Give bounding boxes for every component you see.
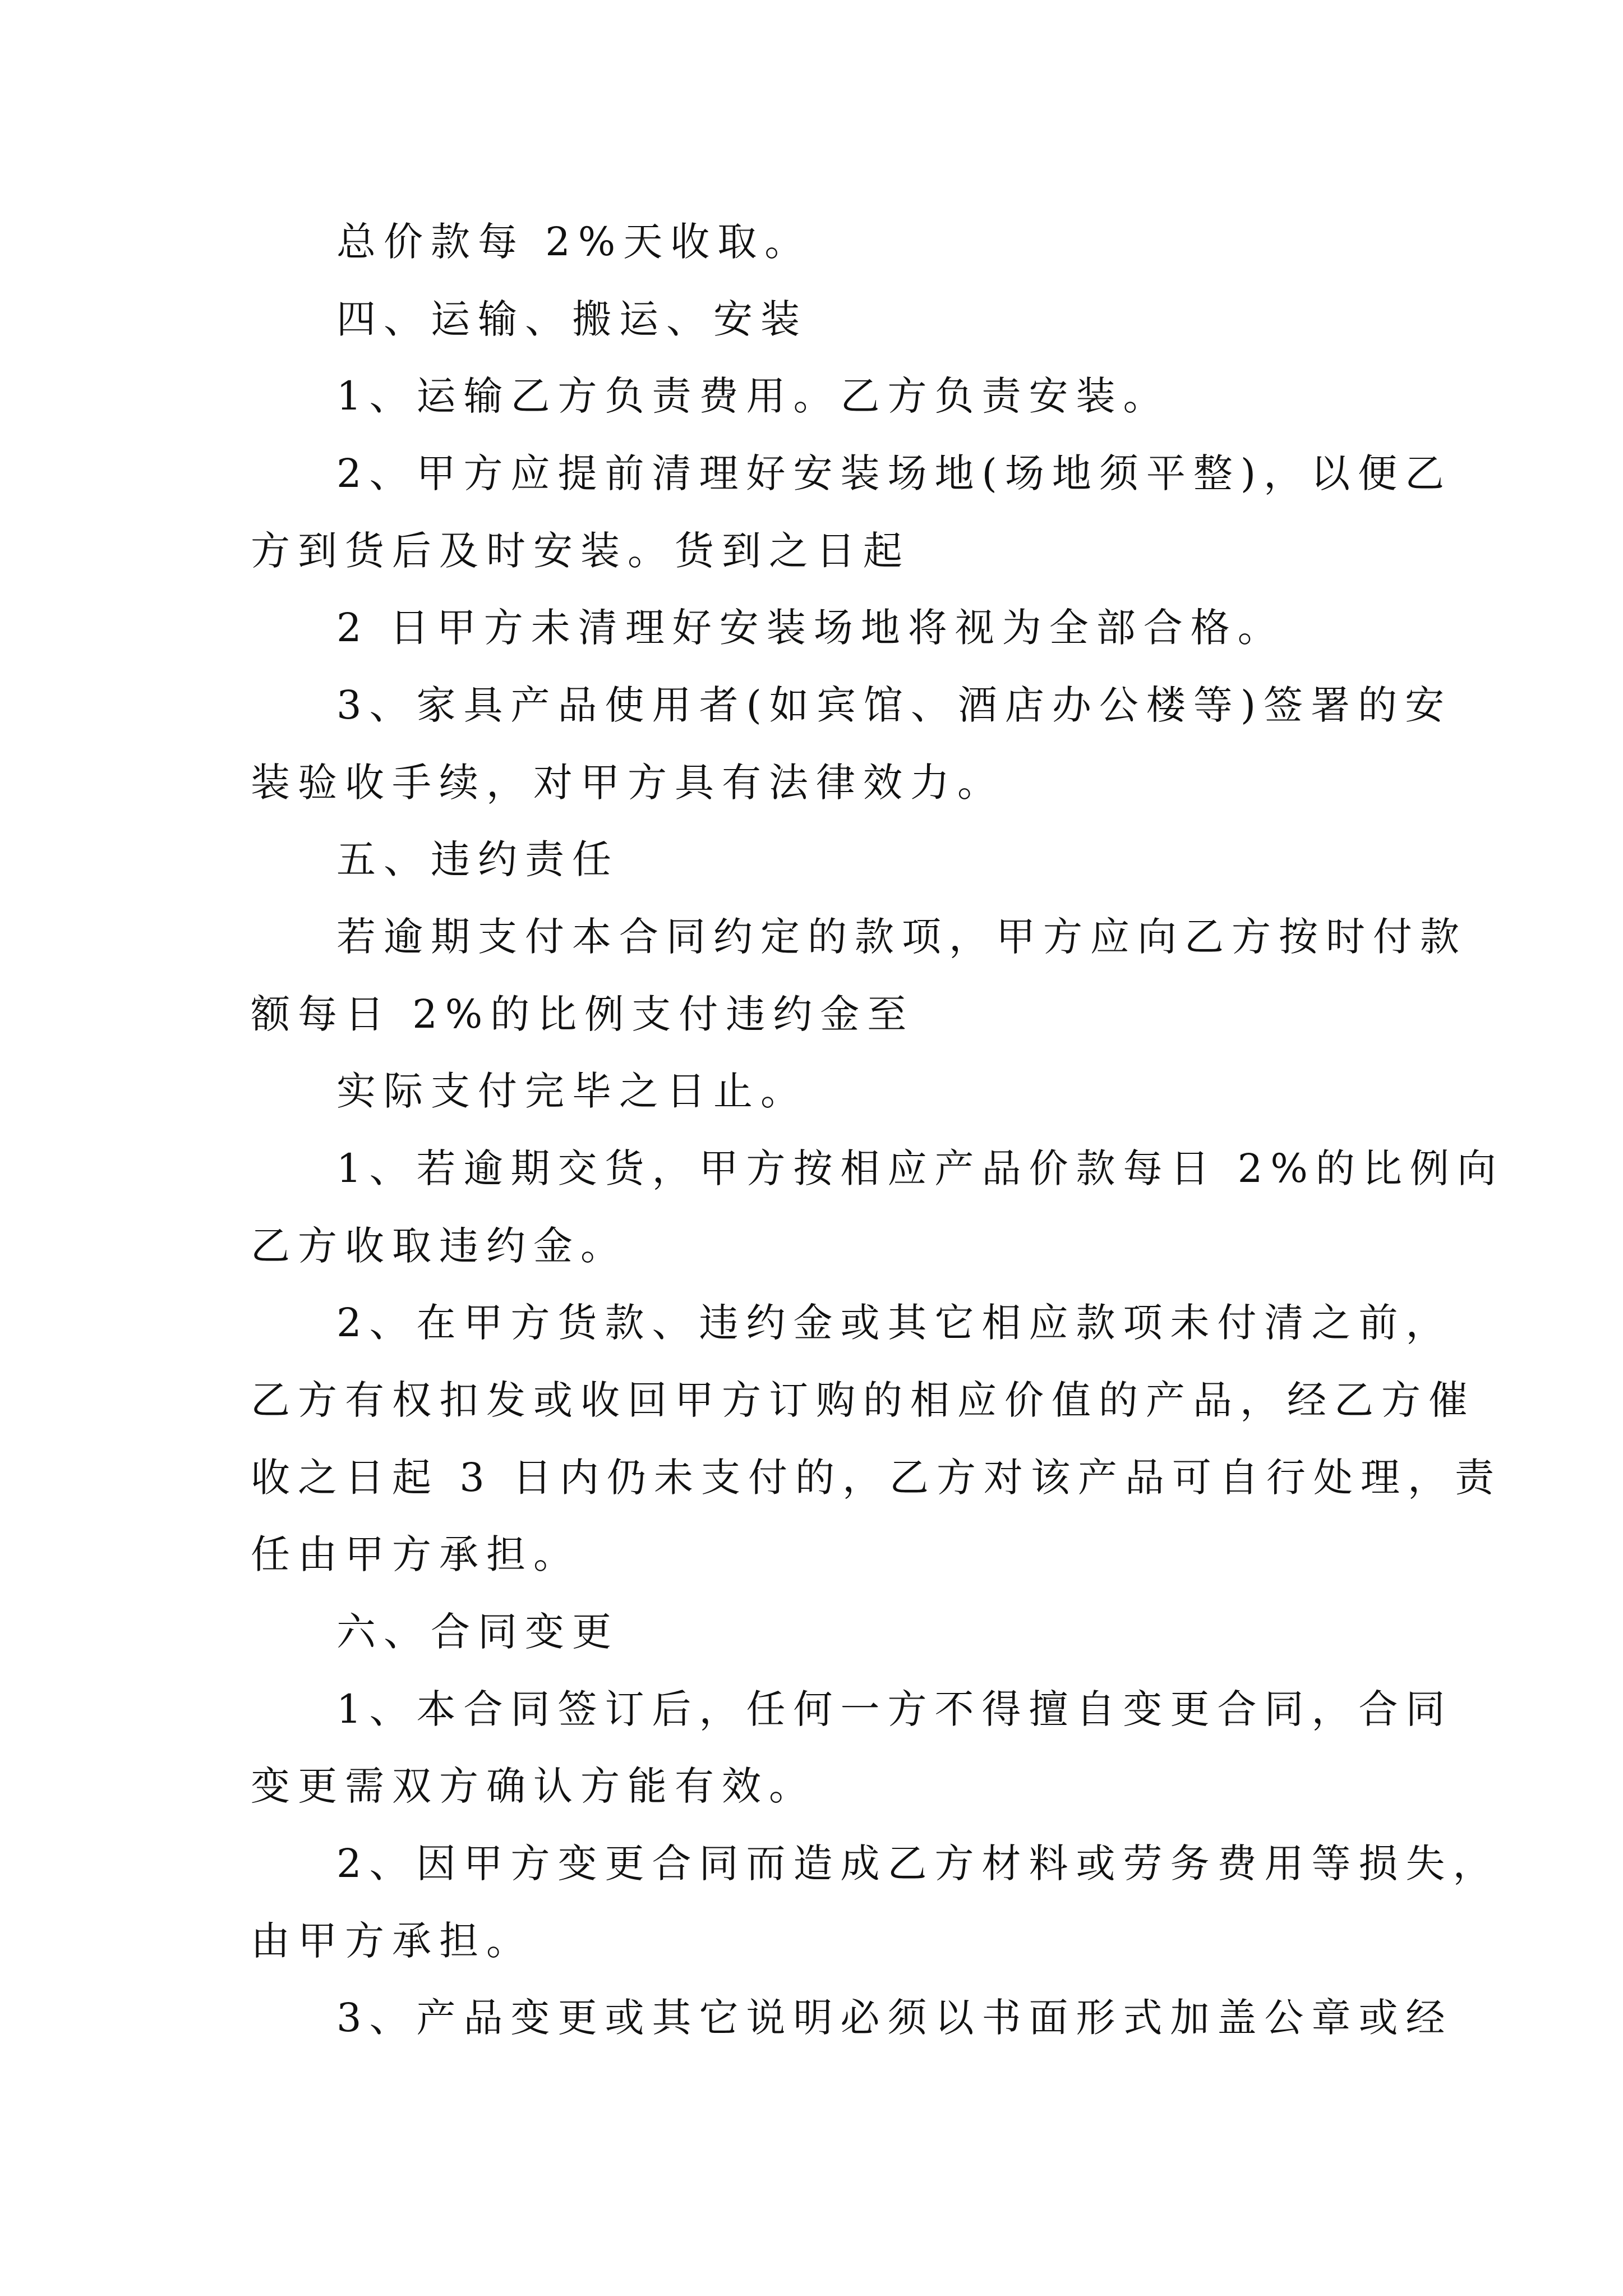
body-text-line: 3、产品变更或其它说明必须以书面形式加盖公章或经 [336, 1995, 1453, 2041]
body-text-line: 2、甲方应提前清理好安装场地(场地须平整)，以便乙 [336, 450, 1453, 496]
body-text-line: 乙方收取违约金。 [251, 1223, 628, 1269]
body-text-line: 实际支付完毕之日止。 [336, 1068, 808, 1114]
body-text-line: 2、在甲方货款、违约金或其它相应款项未付清之前， [336, 1300, 1453, 1346]
body-text-line: 任由甲方承担。 [251, 1531, 580, 1577]
section-heading: 六、合同变更 [336, 1609, 619, 1655]
body-text-line: 2 日甲方未清理好安装场地将视为全部合格。 [336, 605, 1285, 651]
section-heading: 五、违约责任 [336, 836, 619, 882]
body-text-line: 额每日 2%的比例支付违约金至 [251, 991, 915, 1037]
section-heading: 四、运输、搬运、安装 [336, 296, 808, 342]
body-text-line: 方到货后及时安装。货到之日起 [251, 528, 910, 574]
body-text-line: 收之日起 3 日内仍未支付的，乙方对该产品可自行处理，责 [251, 1455, 1502, 1501]
body-text-line: 1、若逾期交货，甲方按相应产品价款每日 2%的比例向 [336, 1145, 1504, 1191]
body-text-line: 装验收手续，对甲方具有法律效力。 [251, 760, 1004, 806]
body-text-line: 若逾期支付本合同约定的款项，甲方应向乙方按时付款 [336, 914, 1467, 960]
body-text-line: 由甲方承担。 [251, 1918, 533, 1964]
body-text-line: 变更需双方确认方能有效。 [251, 1763, 816, 1809]
body-text-line: 总价款每 2%天收取。 [336, 219, 812, 265]
body-text-line: 1、本合同签订后，任何一方不得擅自变更合同，合同 [336, 1686, 1453, 1732]
body-text-line: 3、家具产品使用者(如宾馆、酒店办公楼等)签署的安 [336, 682, 1453, 728]
body-text-line: 2、因甲方变更合同而造成乙方材料或劳务费用等损失， [336, 1841, 1500, 1887]
body-text-line: 乙方有权扣发或收回甲方订购的相应价值的产品，经乙方催 [251, 1377, 1476, 1423]
body-text-line: 1、运输乙方负责费用。乙方负责安装。 [336, 373, 1170, 419]
